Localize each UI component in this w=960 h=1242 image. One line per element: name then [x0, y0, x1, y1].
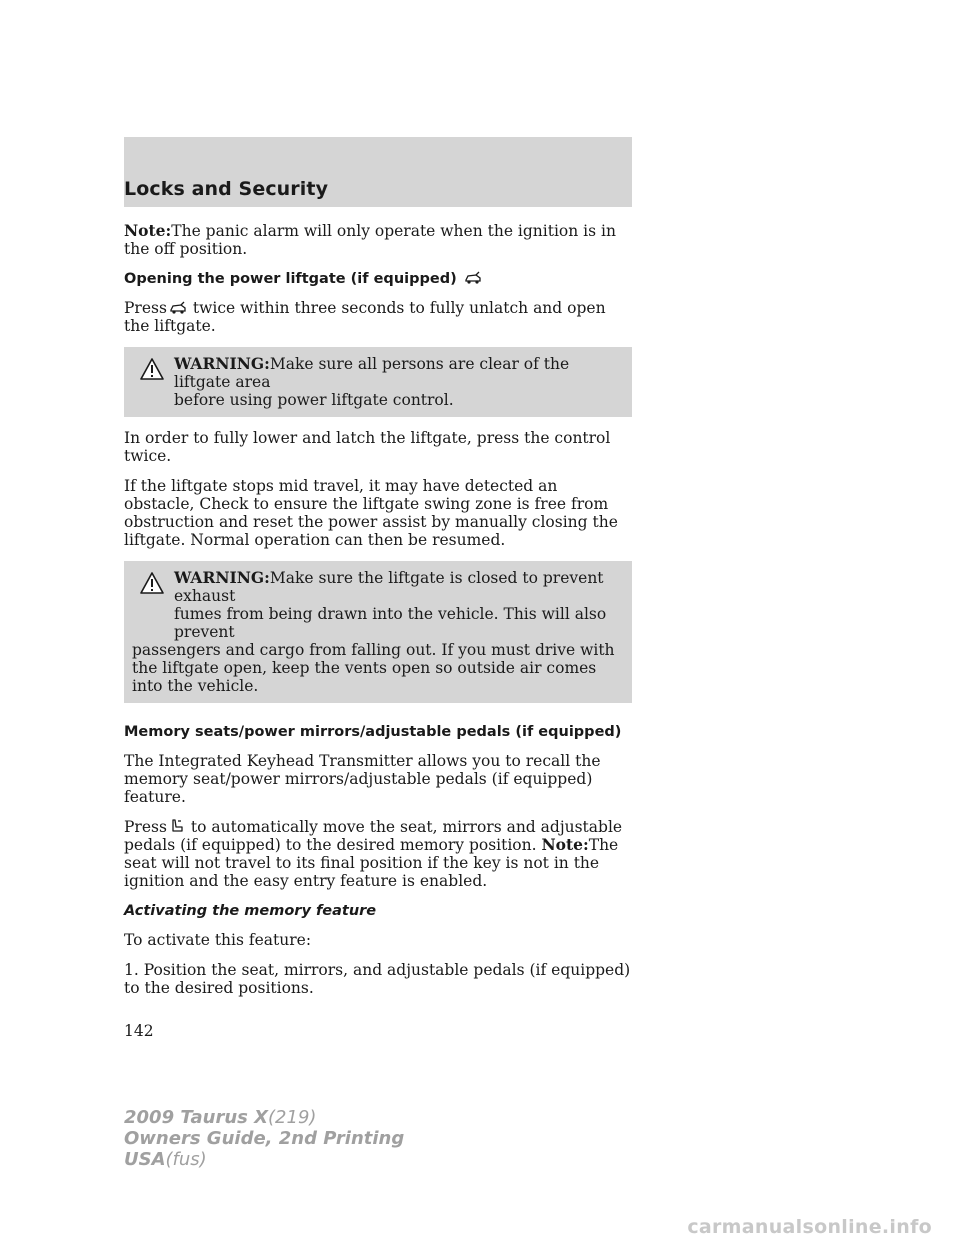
note-panic-alarm: Note:The panic alarm will only operate when the ignition is in the off position. — [124, 221, 616, 258]
para-lower-liftgate: In order to fully lower and latch the liftgate, press the control twice. — [124, 429, 611, 465]
footer-guide-line: Owners Guide, 2nd Printing — [124, 1128, 405, 1149]
page-number: 142 — [124, 1022, 154, 1040]
memory-press-instruction: Press to automatically move the seat, mirrors and adjustable pedals (if equipped) to the desired memory position. Note:The seat will not travel to its final position if the key is not in the ignition and the easy entry feature is enabled. — [124, 818, 623, 890]
liftgate-heading: Opening the power liftgate (if equipped) — [124, 270, 632, 288]
warning-text: WARNING:Make sure all persons are clear of the liftgate area before using power liftgate control. — [174, 354, 570, 409]
memory-heading: Memory seats/power mirrors/adjustable pedals (if equipped) — [124, 724, 622, 740]
warning-triangle-icon — [139, 357, 165, 381]
activating-step-1: 1. Position the seat, mirrors, and adjustable pedals (if equipped) to the desired positions. — [124, 961, 631, 997]
footer-market-line: USA(fus) — [124, 1149, 207, 1170]
memory-seat-icon — [169, 818, 185, 834]
liftgate-press-instruction: Press twice within three seconds to fully unlatch and open the liftgate. — [124, 299, 606, 335]
watermark: carmanualsonline.info — [687, 1216, 932, 1238]
warning-box-liftgate-area — [124, 347, 632, 417]
footer — [124, 1107, 404, 1170]
para-liftgate-stops: If the liftgate stops mid travel, it may have detected an obstacle, Check to ensure the liftgate swing zone is free from obstruction and reset the power assist by manually closing the liftgate. Normal operation can then be resumed. — [124, 477, 618, 549]
warning-text: WARNING:Make sure the liftgate is closed to prevent exhaust fumes from being drawn into the vehicle. This will also prevent — [174, 568, 607, 641]
section-title: Locks and Security — [124, 178, 329, 200]
liftgate-icon — [464, 271, 482, 285]
activating-intro: To activate this feature: — [124, 931, 312, 949]
page-content — [124, 222, 632, 1009]
memory-intro: The Integrated Keyhead Transmitter allows you to recall the memory seat/power mirrors/adjustable pedals (if equipped) feature. — [124, 752, 601, 806]
liftgate-icon — [169, 301, 187, 315]
warning-triangle-icon — [139, 571, 165, 595]
warning-text-continued: passengers and cargo from falling out. If you must drive with the liftgate open, keep the vents open so outside air comes into the vehicle. — [132, 641, 615, 695]
warning-box-exhaust — [124, 561, 632, 703]
activating-heading: Activating the memory feature — [124, 903, 377, 919]
footer-model-line: 2009 Taurus X(219) — [124, 1107, 317, 1128]
